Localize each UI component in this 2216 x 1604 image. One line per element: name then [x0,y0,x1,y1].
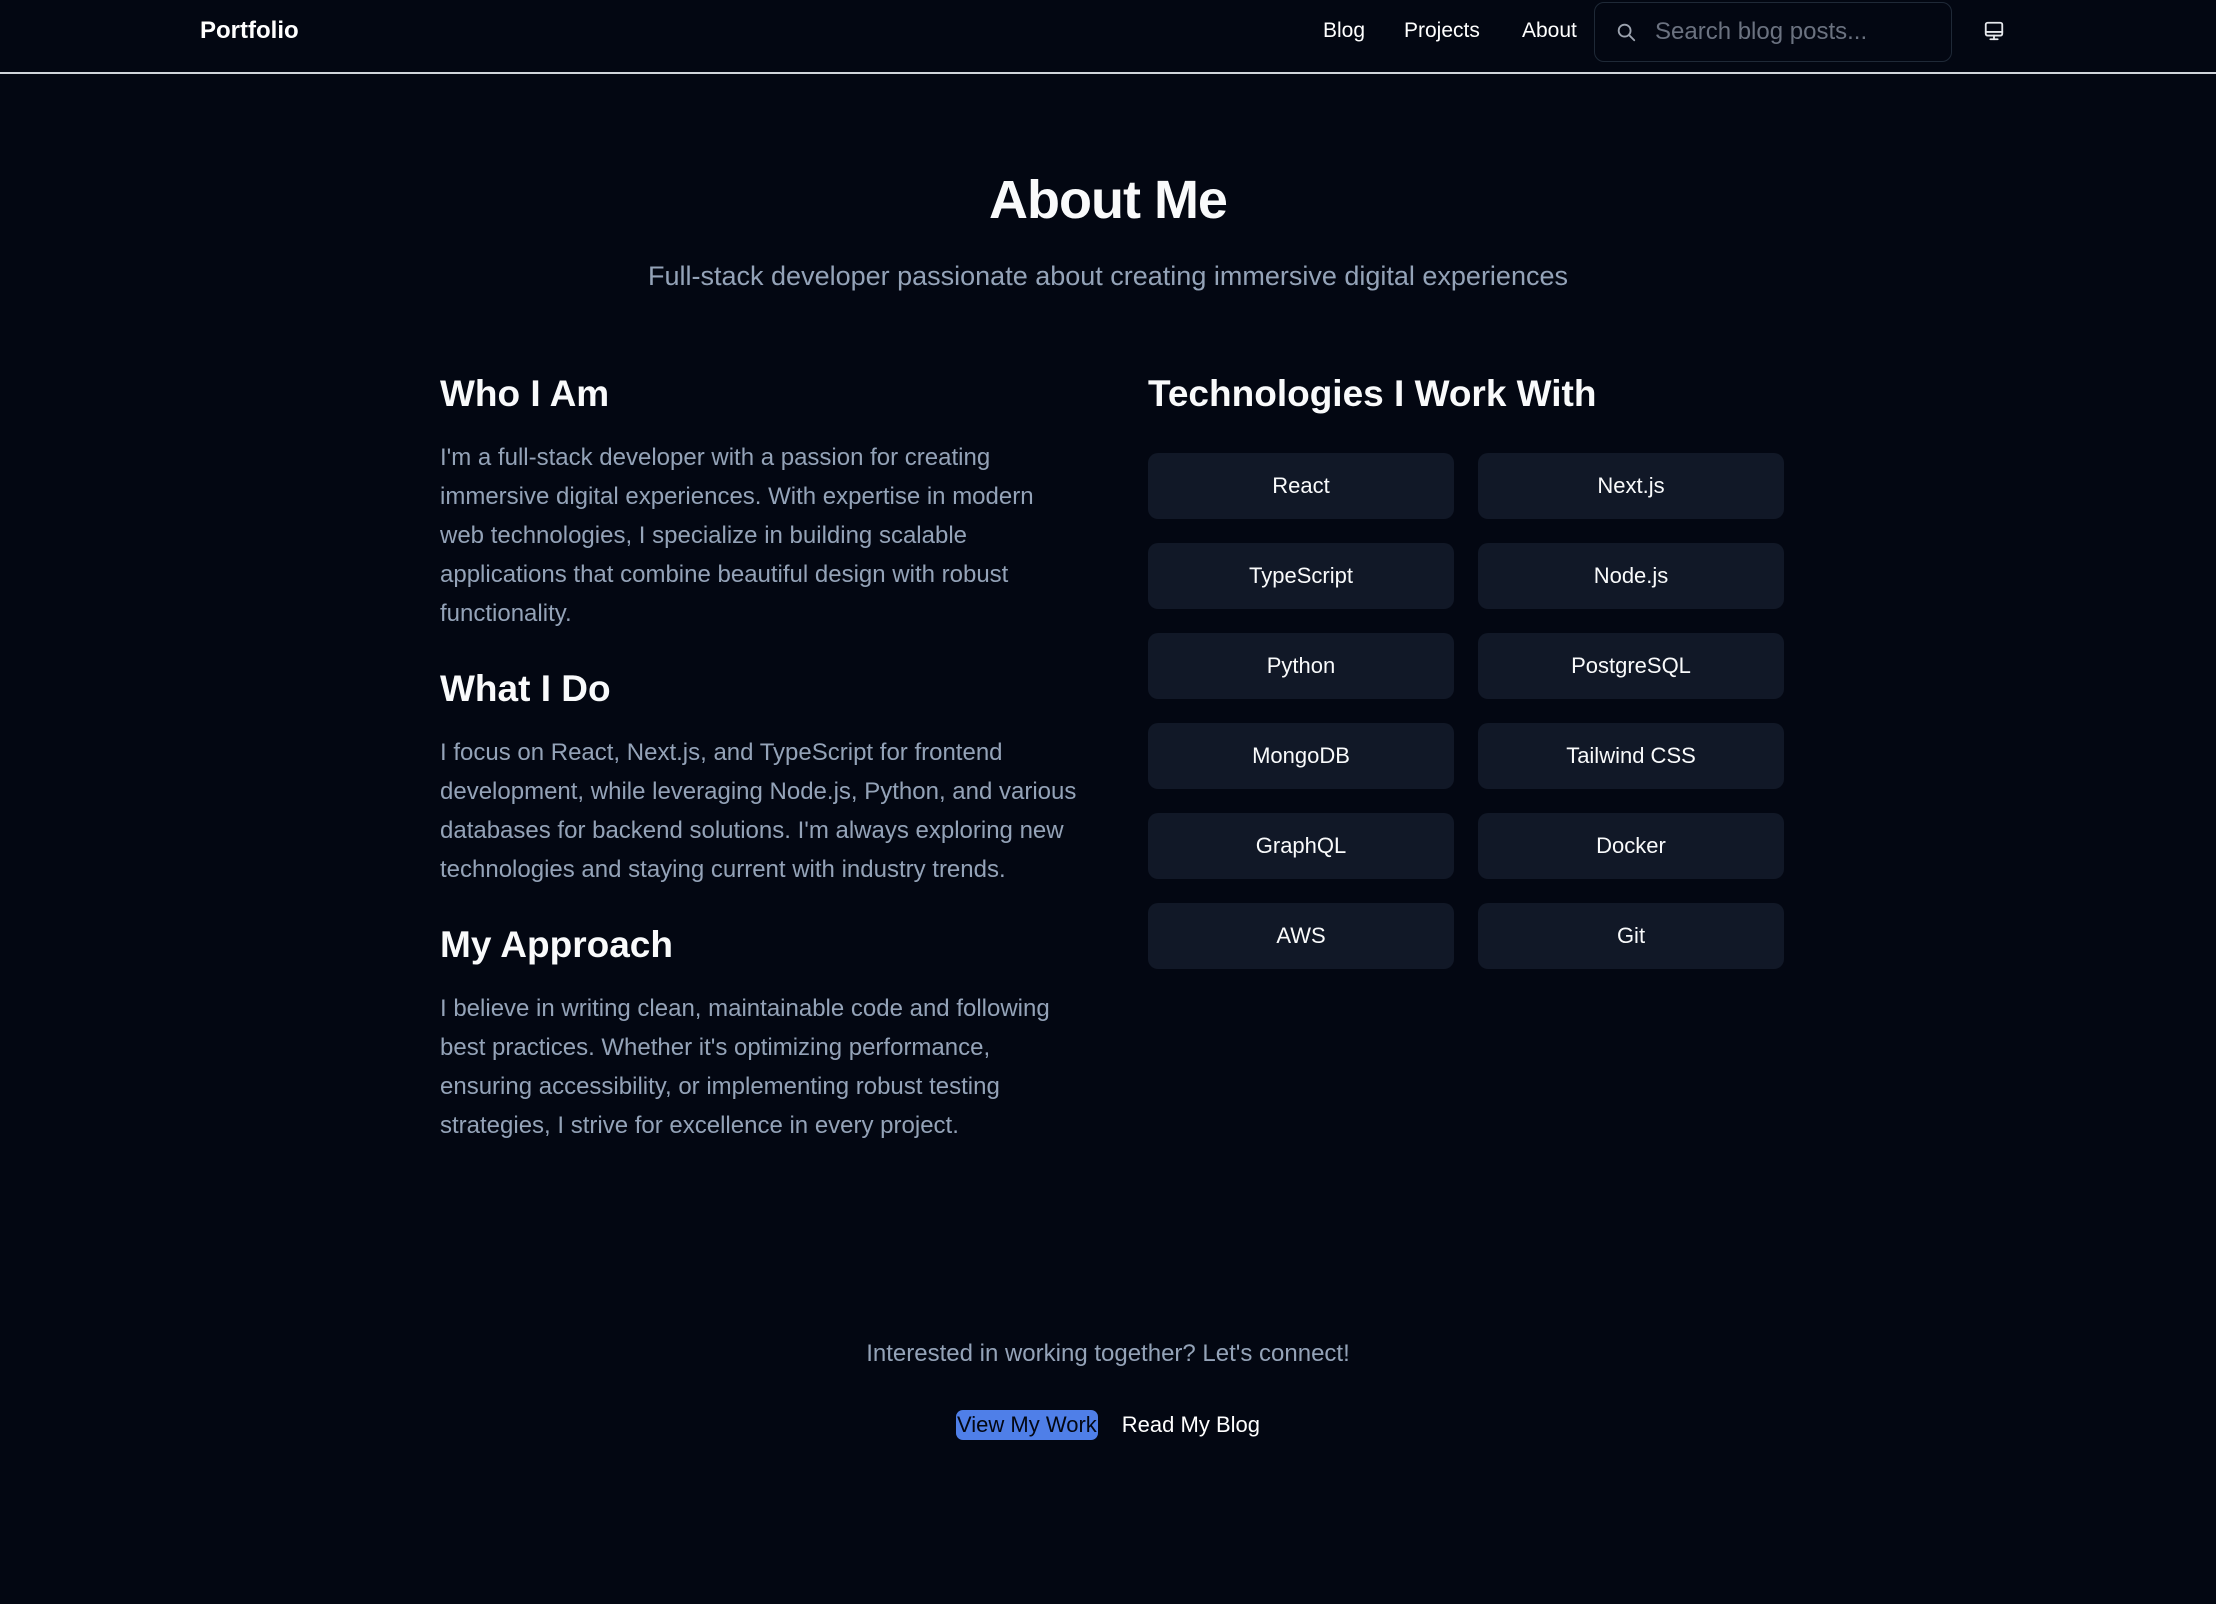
section-heading: What I Do [440,668,611,709]
search-input[interactable] [1655,18,1935,46]
tech-badge: MongoDB [1148,723,1454,789]
section-who-i-am [440,368,1080,633]
search-box[interactable] [1594,2,1952,62]
section-heading: My Approach [440,924,673,965]
page-subtitle: Full-stack developer passionate about creating immersive digital experiences [648,261,1568,291]
technologies-grid [1148,453,1784,969]
tech-badge: Docker [1478,813,1784,879]
theme-toggle-button[interactable] [1980,18,2008,46]
section-body: I focus on React, Next.js, and TypeScript for frontend development, while leveraging Node.js, Python, and various databases for backend solutions. I'm always exploring new technologies and staying current with industry trends. [440,739,1077,883]
tech-badge: GraphQL [1148,813,1454,879]
technologies-section [1148,368,1784,969]
technologies-heading: Technologies I Work With [1148,373,1597,414]
section-what-i-do [440,663,1080,889]
tech-badge: Tailwind CSS [1478,723,1784,789]
tech-badge: PostgreSQL [1478,633,1784,699]
view-my-work-button[interactable]: View My Work [956,1410,1098,1440]
tech-badge: Next.js [1478,453,1784,519]
section-heading: Who I Am [440,373,610,414]
tech-badge: React [1148,453,1454,519]
monitor-icon [1983,20,2005,45]
cta-text: Interested in working together? Let's connect! [866,1340,1350,1367]
tech-badge: Node.js [1478,543,1784,609]
cta-actions [0,1410,2216,1440]
section-body: I believe in writing clean, maintainable code and following best practices. Whether it's optimizing performance, ensuring accessibility, or implementing robust testing strategies, I strive for excellence in every project. [440,995,1050,1139]
page-title: About Me [989,170,1227,230]
search-icon [1615,20,1639,44]
tech-badge: TypeScript [1148,543,1454,609]
tech-badge: Git [1478,903,1784,969]
nav-link-about[interactable]: About [1522,19,1577,42]
tech-badge: Python [1148,633,1454,699]
brand-logo-link[interactable]: Portfolio [200,17,299,44]
section-my-approach [440,919,1080,1145]
site-header [0,0,2216,74]
nav-link-blog[interactable]: Blog [1323,19,1366,42]
section-body: I'm a full-stack developer with a passion for creating immersive digital experiences. With expertise in modern web technologies, I specialize in building scalable applications that combine beautiful design with robust functionality. [440,444,1034,627]
about-sections [440,368,1080,1145]
tech-badge: AWS [1148,903,1454,969]
read-my-blog-link[interactable]: Read My Blog [1122,1410,1260,1440]
nav-link-projects[interactable]: Projects [1404,19,1480,42]
